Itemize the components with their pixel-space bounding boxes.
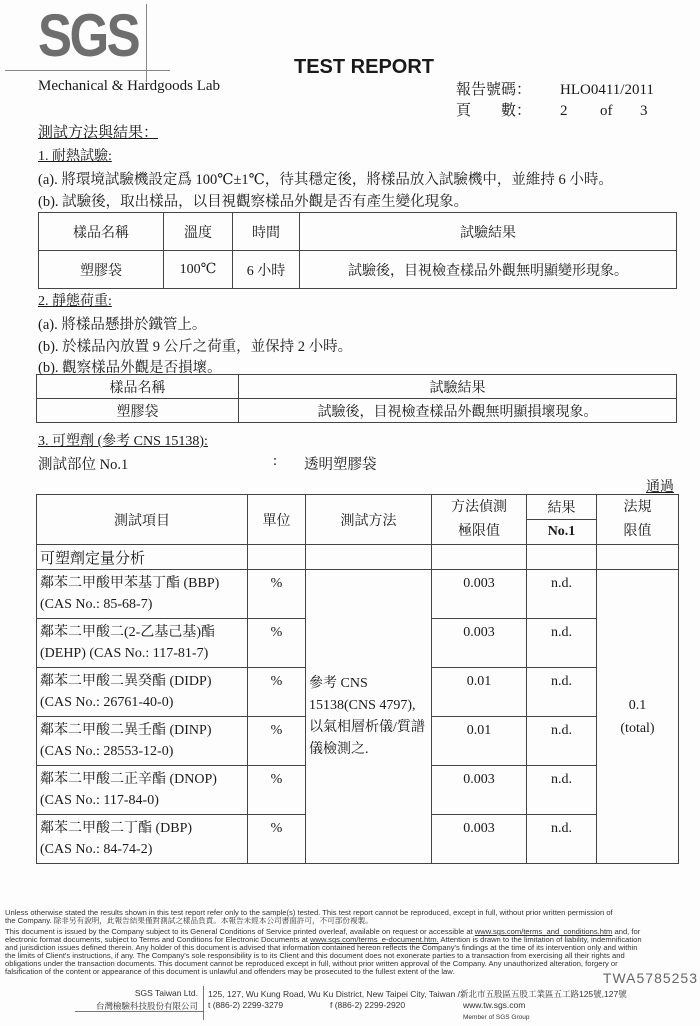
page-of: of bbox=[600, 103, 613, 119]
website[interactable]: www.tw.sgs.com bbox=[463, 1000, 526, 1010]
result-cell: n.d. bbox=[527, 570, 597, 619]
item-name: 鄰苯二甲酸甲苯基丁酯 (BBP) bbox=[40, 576, 220, 591]
cell-sample-name: 塑膠袋 bbox=[39, 251, 164, 289]
cell-temperature: 100℃ bbox=[164, 251, 233, 289]
footer-disclaimer-2: the Company. 除非另有說明，此報告結果僅對測試之樣品負責。本報告未經本公司書面許可，不可部份複製。 bbox=[5, 917, 373, 925]
report-title: TEST REPORT bbox=[294, 56, 435, 78]
limit-cell bbox=[597, 570, 679, 864]
item-name: 鄰苯二甲酸二異癸酯 (DIDP) bbox=[40, 674, 212, 689]
terms-text: electronic format documents, subject to Terms and Conditions for Electronic Documents at bbox=[5, 936, 311, 944]
group-row bbox=[37, 545, 679, 570]
empty-cell bbox=[432, 545, 527, 570]
unit-cell: % bbox=[248, 766, 306, 815]
footer-terms-6: falsification of the content or appearance of this document is unlawful and offenders may be prosecuted to the fullest extent of the law. bbox=[5, 968, 455, 976]
footer-underline bbox=[75, 1011, 204, 1012]
unit-cell: % bbox=[248, 570, 306, 619]
logo-rule-vertical bbox=[146, 4, 147, 82]
table-row bbox=[39, 251, 677, 289]
item-cell bbox=[37, 717, 248, 766]
document-number: TWA5785253 bbox=[602, 970, 698, 986]
mdl-cell: 0.003 bbox=[432, 766, 527, 815]
unit-cell: % bbox=[248, 619, 306, 668]
item-name: 鄰苯二甲酸二正辛酯 (DNOP) bbox=[40, 772, 217, 787]
company-name-en: SGS Taiwan Ltd. bbox=[134, 988, 198, 998]
empty-cell bbox=[527, 545, 597, 570]
col-result: 試驗結果 bbox=[239, 375, 677, 399]
cell-sample-name: 塑膠袋 bbox=[37, 399, 239, 423]
sec1-step-a: (a). 將環境試驗機設定爲 100℃±1℃，待其穩定後，將樣品放入試驗機中，並維持 6 小時。 bbox=[38, 172, 613, 188]
table-header-row bbox=[37, 495, 679, 520]
report-number-label: 報告號碼： bbox=[456, 82, 532, 98]
test-part-value: 透明塑膠袋 bbox=[304, 457, 377, 473]
sec2-step-b: (b). 於樣品內放置 9 公斤之荷重，並保持 2 小時。 bbox=[38, 339, 353, 355]
col-sample-name: 樣品名稱 bbox=[37, 375, 239, 399]
telephone: t (886-2) 2299-3279 bbox=[208, 1000, 284, 1010]
footer-divider bbox=[203, 986, 204, 1020]
page-current: 2 bbox=[560, 103, 568, 119]
col-limit bbox=[597, 495, 679, 545]
unit-cell: % bbox=[248, 717, 306, 766]
sec1-step-b: (b). 試驗後，取出樣品，以目視觀察樣品外觀是否有產生變化現象。 bbox=[38, 194, 469, 210]
item-cell bbox=[37, 668, 248, 717]
item-cell bbox=[37, 619, 248, 668]
terms-text: Attention is drawn to the limitation of liability, indemnification bbox=[438, 936, 642, 944]
item-name: 鄰苯二甲酸二異壬酯 (DINP) bbox=[40, 723, 212, 738]
footer-terms-3: and jurisdiction issues defined therein. Any holder of this document is advised that information contained hereon reflects the Company's findings at the time of its intervention only and within bbox=[5, 944, 638, 952]
col-result: 試驗結果 bbox=[300, 213, 677, 251]
footer-disclaimer-1: Unless otherwise stated the results shown in this test report refer only to the sample(s) tested. This test report cannot be reproduced, except in full, without prior written permission of bbox=[5, 909, 613, 917]
item-cas: (CAS No.: 117-84-0) bbox=[40, 793, 159, 808]
sec2-heading: 2. 靜態荷重: bbox=[38, 294, 112, 309]
plasticizer-table bbox=[36, 494, 679, 864]
sec2-step-a: (a). 將樣品懸掛於鐵管上。 bbox=[38, 317, 207, 333]
col-mdl-line1: 方法偵測 bbox=[451, 499, 507, 515]
page-number-row bbox=[456, 101, 654, 122]
item-name: 鄰苯二甲酸二丁酯 (DBP) bbox=[40, 821, 193, 836]
table-header-row bbox=[37, 375, 677, 399]
item-cas: (CAS No.: 85-68-7) bbox=[40, 597, 153, 612]
col-mdl-line2: 極限值 bbox=[458, 523, 500, 539]
sec2-table bbox=[36, 374, 677, 423]
col-result-no1: No.1 bbox=[527, 520, 597, 545]
company-name-zh: 台灣檢驗科技股份有限公司 bbox=[95, 1001, 198, 1011]
col-method: 測試方法 bbox=[306, 495, 432, 545]
col-limit-line2: 限值 bbox=[623, 523, 652, 539]
sec2-step-c: (b). 觀察樣品外觀是否損壞。 bbox=[38, 360, 222, 376]
mdl-cell: 0.003 bbox=[432, 815, 527, 864]
table-header-row bbox=[39, 213, 677, 251]
item-cas: (CAS No.: 84-74-2) bbox=[40, 842, 153, 857]
col-limit-line1: 法規 bbox=[623, 499, 652, 515]
footer-terms-5: obligations under the transaction documents. This document cannot be reproduced except in full, without prior written approval of the Company. Any unauthorized alteration, forgery or bbox=[5, 960, 618, 968]
mdl-cell: 0.01 bbox=[432, 717, 527, 766]
sgs-logo: SGS bbox=[38, 2, 139, 69]
report-meta bbox=[456, 80, 654, 122]
fax: f (886-2) 2299-2920 bbox=[330, 1000, 406, 1010]
report-number: HLO0411/2011 bbox=[560, 82, 654, 98]
col-temperature: 溫度 bbox=[164, 213, 233, 251]
company-address: 125, 127, Wu Kung Road, Wu Ku District, New Taipei City, Taiwan /新北市五股區五股工業區五工路125號,127號 bbox=[208, 989, 627, 999]
empty-cell bbox=[306, 545, 432, 570]
mdl-cell: 0.01 bbox=[432, 668, 527, 717]
cell-result: 試驗後，目視檢查樣品外觀無明顯損壞現象。 bbox=[239, 399, 677, 423]
terms-text: and, for bbox=[612, 928, 641, 936]
item-cell bbox=[37, 766, 248, 815]
result-cell: n.d. bbox=[527, 619, 597, 668]
test-part-label: 測試部位 No.1 bbox=[38, 457, 129, 473]
page-label: 頁 數： bbox=[456, 103, 532, 119]
report-number-row bbox=[456, 80, 654, 101]
col-time: 時間 bbox=[233, 213, 300, 251]
result-cell: n.d. bbox=[527, 717, 597, 766]
result-cell: n.d. bbox=[527, 668, 597, 717]
terms-text: This document is issued by the Company subject to its General Conditions of Service printed overleaf, available on request or accessible at bbox=[5, 928, 475, 936]
cell-result: 試驗後，目視檢查樣品外觀無明顯變形現象。 bbox=[300, 251, 677, 289]
empty-cell bbox=[597, 545, 679, 570]
test-part-colon: : bbox=[273, 453, 278, 469]
item-cell bbox=[37, 570, 248, 619]
method-cell: 參考 CNS 15138(CNS 4797),以氣相層析儀/質譜儀檢測之. bbox=[306, 570, 432, 864]
e-document-link[interactable]: www.sgs.com/terms_e-document.htm. bbox=[310, 936, 439, 944]
limit-value: 0.1 bbox=[628, 697, 647, 713]
item-name: 鄰苯二甲酸二(2-乙基己基)酯 bbox=[40, 625, 215, 640]
lab-name: Mechanical & Hardgoods Lab bbox=[38, 78, 221, 94]
col-unit: 單位 bbox=[248, 495, 306, 545]
member-of-sgs-group: Member of SGS Group bbox=[463, 1014, 530, 1021]
sec1-table bbox=[38, 212, 677, 289]
section-title: 測試方法與結果： bbox=[38, 125, 159, 141]
result-cell: n.d. bbox=[527, 766, 597, 815]
item-cas: (CAS No.: 26761-40-0) bbox=[40, 695, 174, 710]
unit-cell: % bbox=[248, 815, 306, 864]
sec1-heading: 1. 耐熱試驗: bbox=[38, 149, 112, 164]
col-result: 結果 bbox=[527, 495, 597, 520]
sec3-heading: 3. 可塑劑 (參考 CNS 15138): bbox=[38, 434, 208, 449]
result-cell: n.d. bbox=[527, 815, 597, 864]
page-total: 3 bbox=[640, 103, 648, 119]
item-cas: (DEHP) (CAS No.: 117-81-7) bbox=[40, 646, 209, 661]
verdict-pass: 通過 bbox=[646, 480, 674, 495]
unit-cell: % bbox=[248, 668, 306, 717]
empty-cell bbox=[248, 545, 306, 570]
item-cell bbox=[37, 815, 248, 864]
terms-link[interactable]: www.sgs.com/terms_and_conditions.htm bbox=[474, 928, 613, 936]
mdl-cell: 0.003 bbox=[432, 619, 527, 668]
col-test-item: 測試項目 bbox=[37, 495, 248, 545]
col-mdl bbox=[432, 495, 527, 545]
item-cas: (CAS No.: 28553-12-0) bbox=[40, 744, 174, 759]
table-row bbox=[37, 399, 677, 423]
footer-terms-4: the limits of Client's instructions, if any. The Company's sole responsibility is to its Client and this document does not exonerate parties to a transaction from exercising all their rights and bbox=[5, 952, 625, 960]
limit-note: (total) bbox=[620, 720, 655, 736]
col-sample-name: 樣品名稱 bbox=[39, 213, 164, 251]
mdl-cell: 0.003 bbox=[432, 570, 527, 619]
cell-time: 6 小時 bbox=[233, 251, 300, 289]
group-label: 可塑劑定量分析 bbox=[37, 545, 248, 570]
table-row bbox=[37, 570, 679, 619]
